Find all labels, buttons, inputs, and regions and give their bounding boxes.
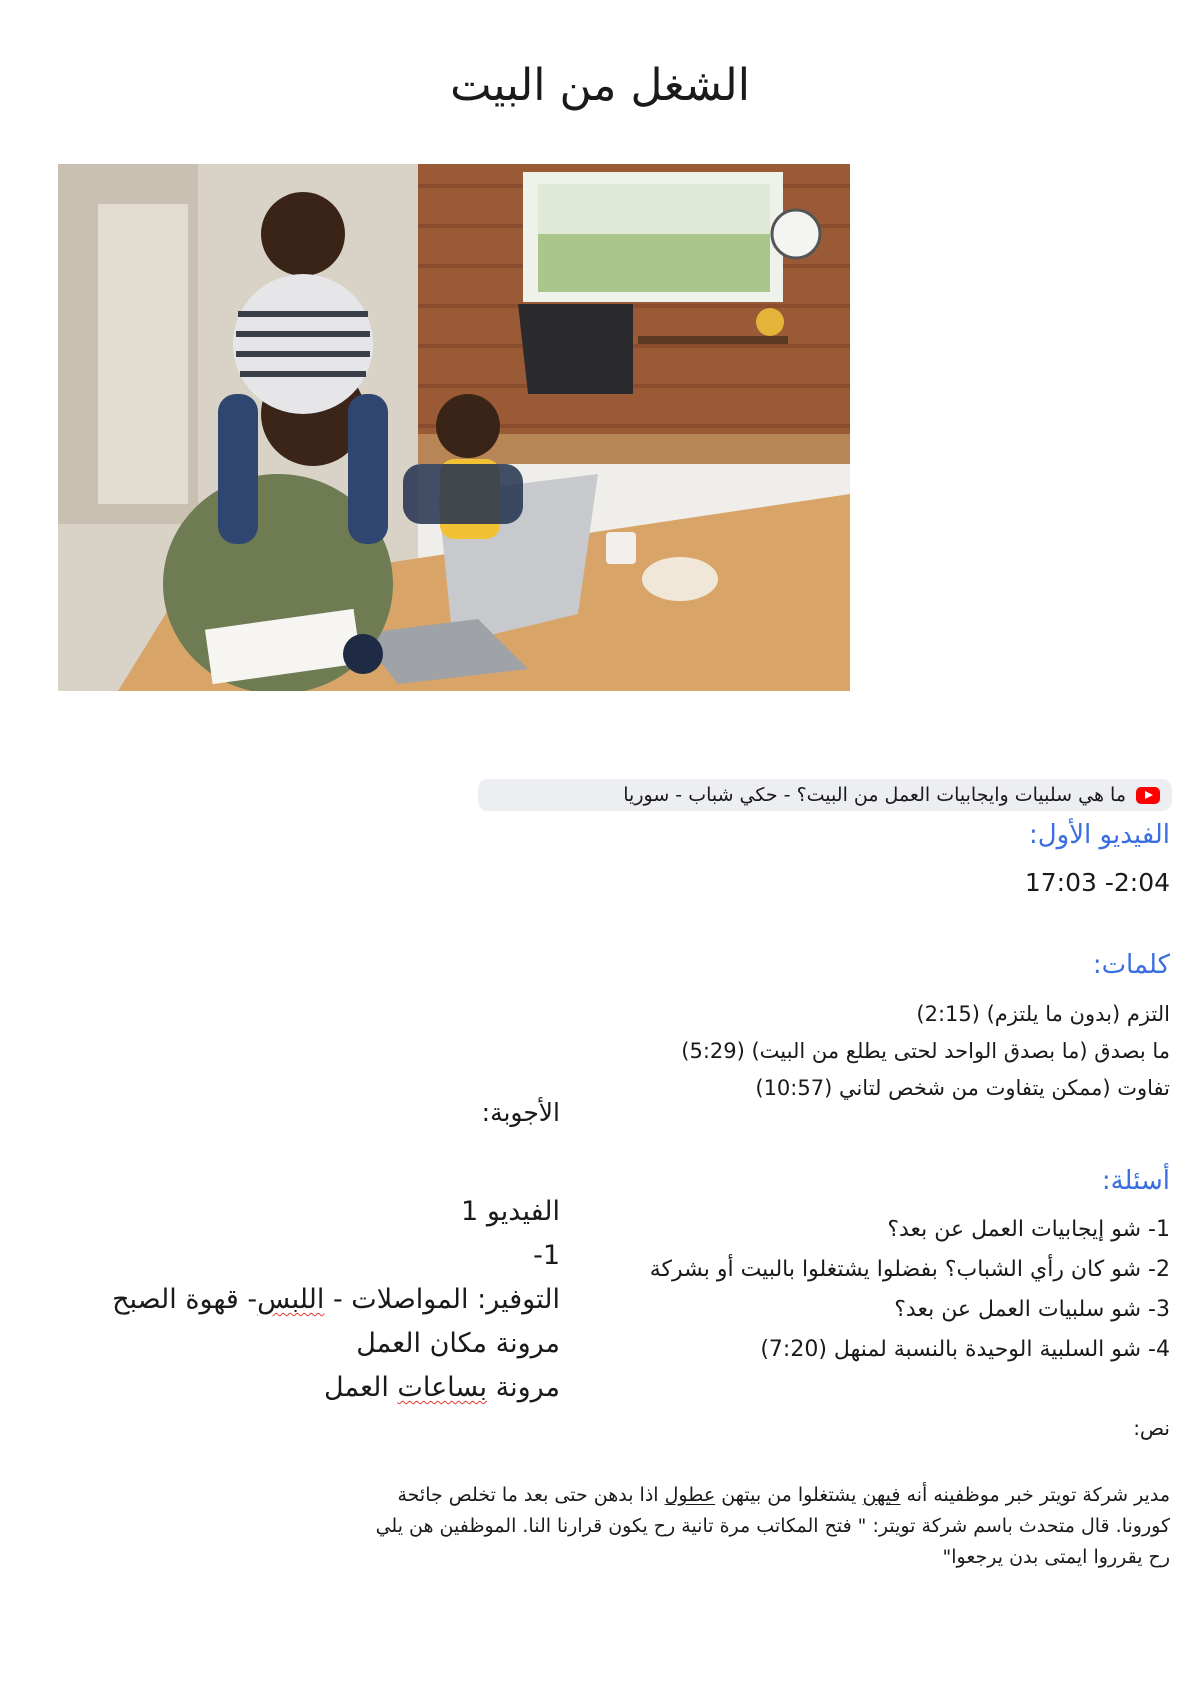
words-list [530, 996, 1170, 1107]
first-video-heading: الفيديو الأول: [1029, 820, 1170, 850]
word-item: ما بصدق (ما بصدق الواحد لحتى يطلع من البيت) (5:29) [681, 1039, 1170, 1063]
question-item: 4- شو السلبية الوحيدة بالنسبة لمنهل (7:20) [760, 1337, 1170, 1362]
text-paragraph [210, 1480, 1170, 1573]
text-line-1: مدير شركة تويتر خبر موظفينه أنه فيهن يشتغلوا من بيتهن عطول اذا بدهن حتى بعد ما تخلص جائحة [397, 1484, 1170, 1506]
answers-line-2: مرونة مكان العمل [356, 1328, 560, 1359]
text-heading: نص: [1133, 1416, 1170, 1440]
answers-line-3: مرونة بساعات العمل [324, 1372, 560, 1403]
question-item: 2- شو كان رأي الشباب؟ بفضلوا يشتغلوا بالبيت أو بشركة [649, 1257, 1170, 1282]
question-item: 3- شو سلبيات العمل عن بعد؟ [894, 1297, 1170, 1322]
video-link-text[interactable]: ما هي سلبيات وايجابيات العمل من البيت؟ - حكي شباب - سوريا [623, 784, 1126, 806]
hero-photo [58, 164, 850, 691]
word-item: تفاوت (ممكن يتفاوت من شخص لتاني (10:57) [755, 1076, 1170, 1100]
word-item: التزم (بدون ما يلتزم) (2:15) [916, 1002, 1170, 1026]
page-title: الشغل من البيت [450, 60, 750, 111]
text-line-2: كورونا. قال متحدث باسم شركة تويتر: " فتح المكاتب مرة تانية رح يكون قرارنا النا. الموظفين هن يلي [375, 1515, 1170, 1537]
questions-list [570, 1210, 1170, 1370]
questions-heading: أسئلة: [1101, 1166, 1170, 1196]
question-item: 1- شو إيجابيات العمل عن بعد؟ [887, 1217, 1170, 1242]
answers-block [0, 1190, 560, 1410]
answers-video-label: الفيديو 1 [461, 1196, 560, 1227]
first-video-timestamps: 2:04- 17:03 [1024, 868, 1170, 897]
youtube-icon [1136, 787, 1160, 804]
video-link-chip[interactable] [478, 779, 1172, 811]
answers-savings: التوفير: المواصلات - اللبس- قهوة الصبح [112, 1284, 560, 1315]
words-heading: كلمات: [1092, 950, 1170, 980]
text-line-3: رح يقرروا ايمتى بدن يرجعوا" [942, 1546, 1170, 1568]
answers-heading: الأجوبة: [481, 1098, 560, 1127]
answers-number: 1- [533, 1240, 560, 1271]
